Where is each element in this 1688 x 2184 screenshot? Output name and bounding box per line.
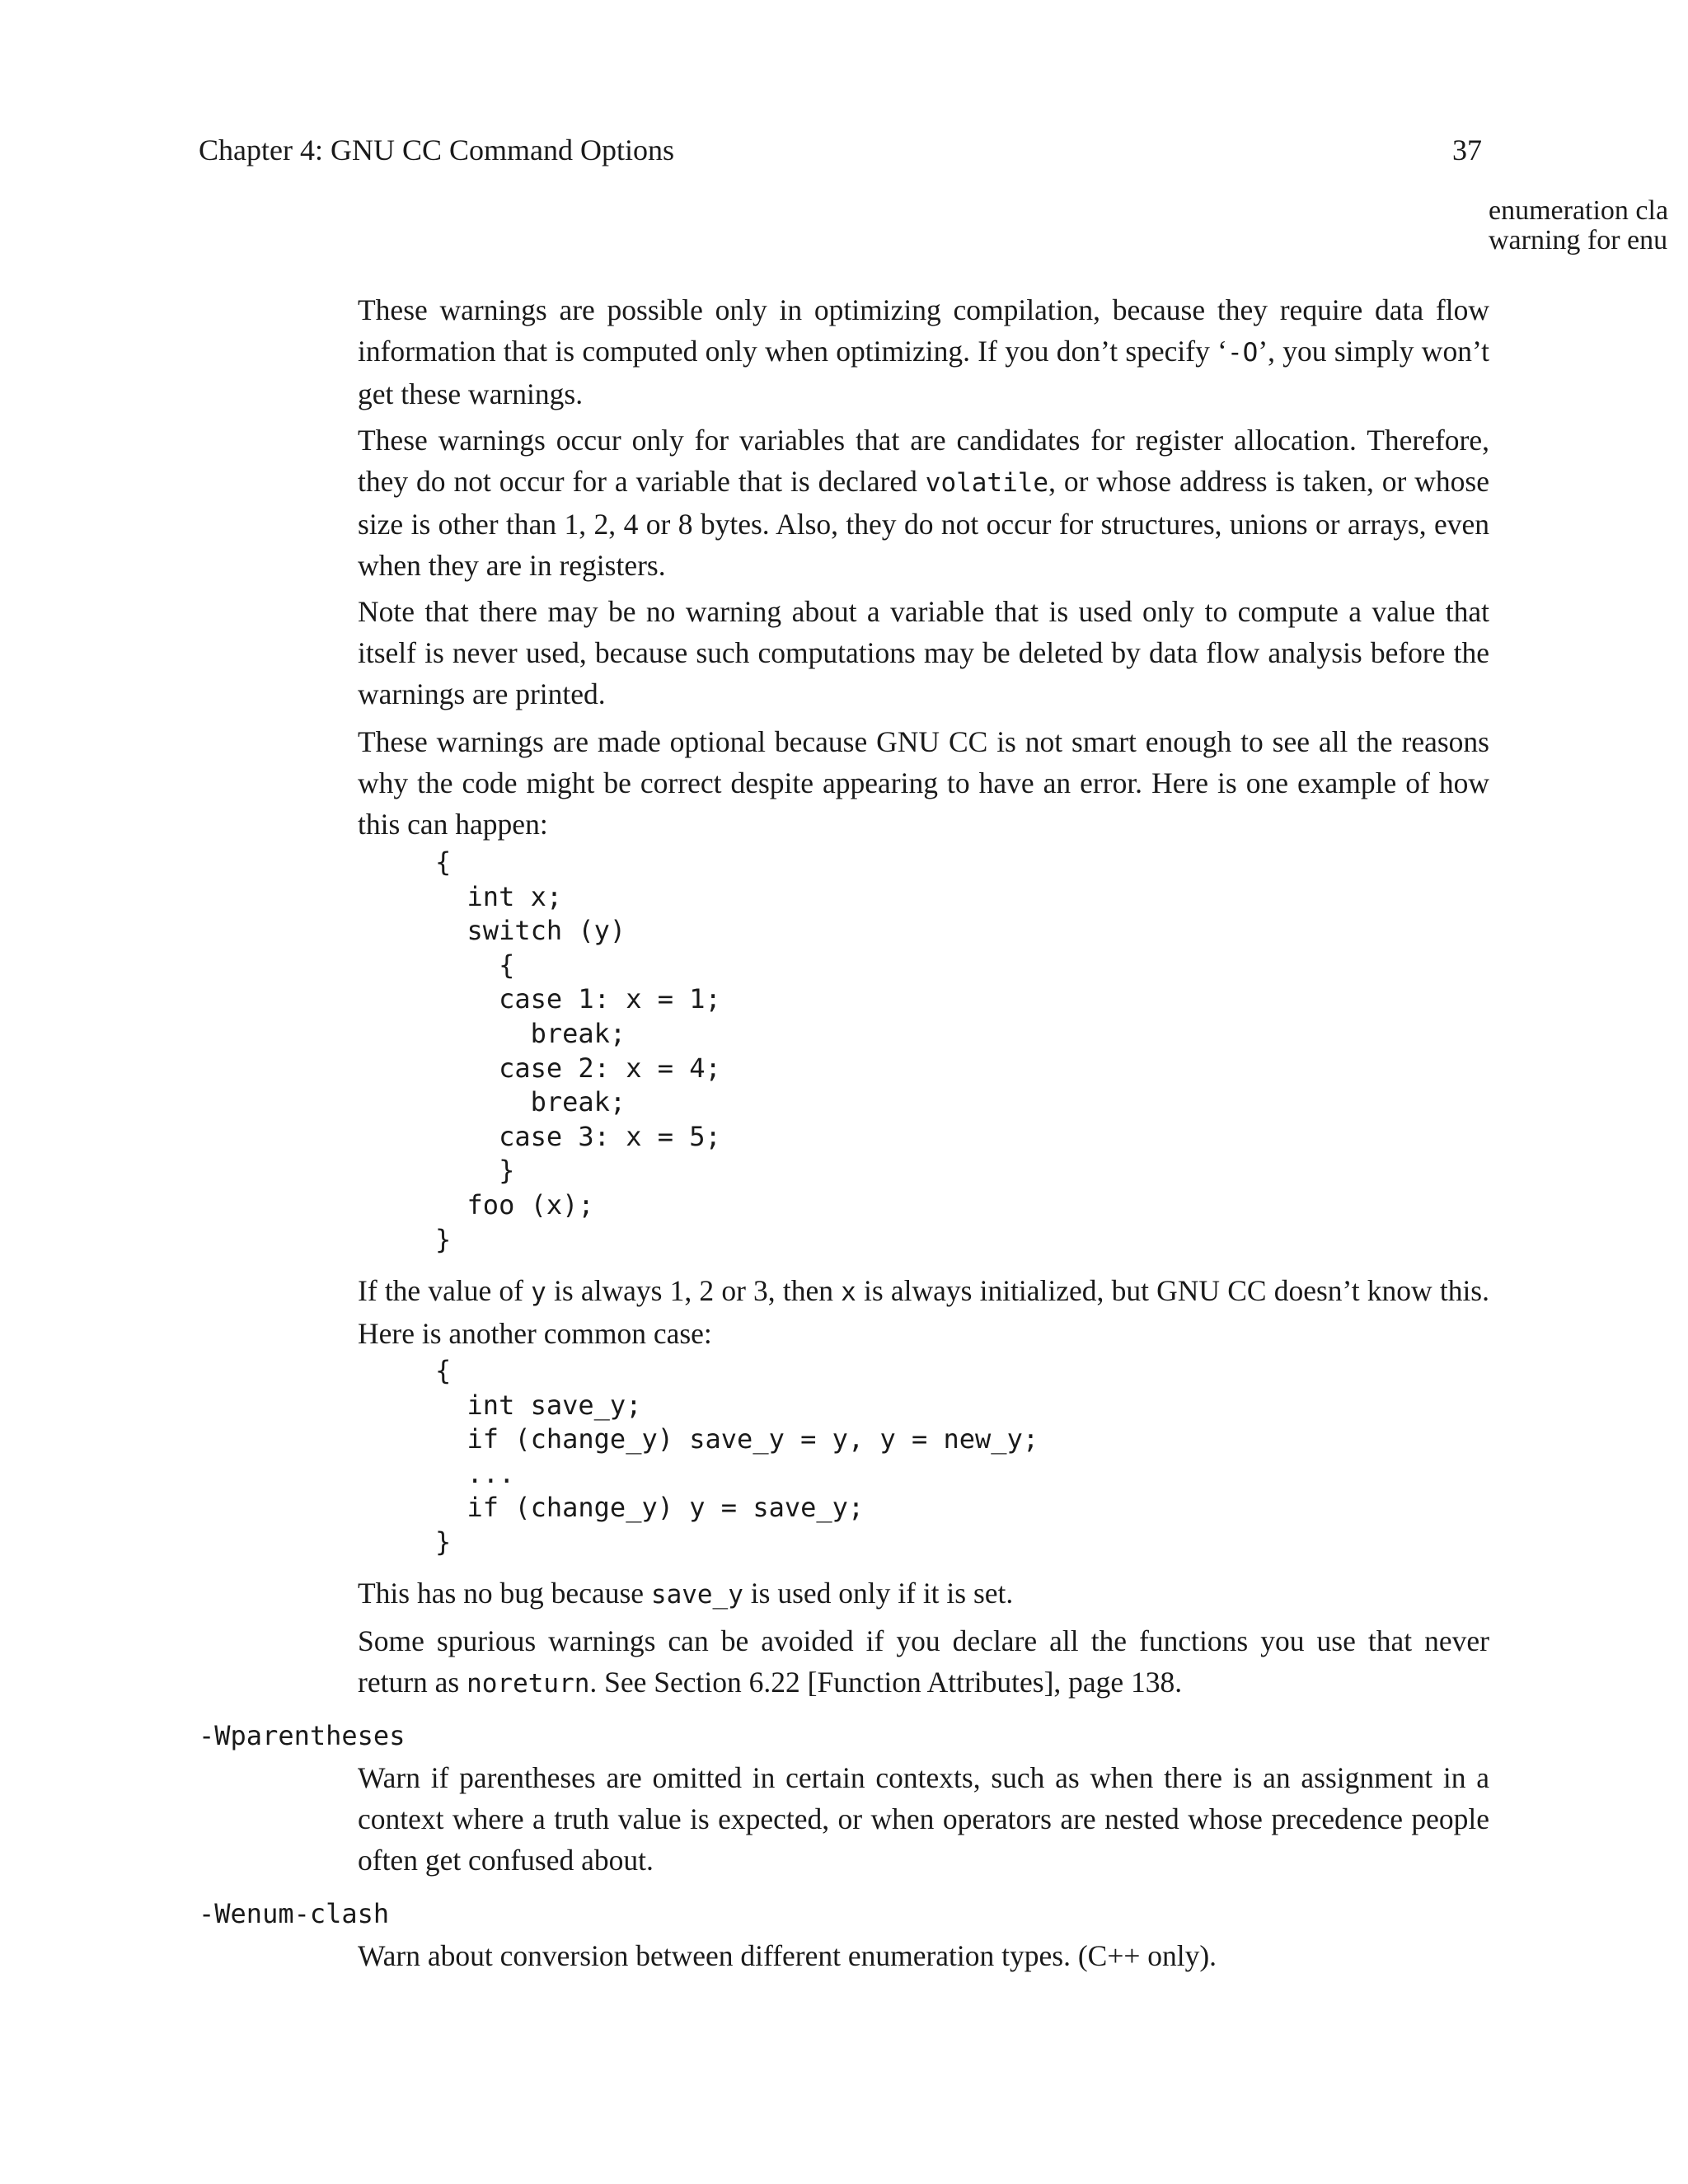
margin-note <box>1489 196 1668 255</box>
chapter-title: Chapter 4: GNU CC Command Options <box>199 134 674 166</box>
code-block-switch: { int x; switch (y) { case 1: x = 1; break; case 2: x = 4; break; case 3: x = 5; } foo (x); } <box>435 846 721 1255</box>
paragraph-initialized <box>358 1270 1489 1354</box>
text-span: . See Section 6.22 [Function Attributes], page 138. <box>589 1666 1183 1699</box>
text-span: These warnings occur only for variables that are candidates for register allocation. Therefore, they do not occur for a variable that is declared <box>358 424 1489 498</box>
option-term-wparentheses: -Wparentheses <box>199 1720 406 1751</box>
margin-note-line: warning for enu <box>1489 225 1668 255</box>
paragraph-noreturn <box>358 1620 1489 1704</box>
page-number: 37 <box>1452 134 1482 166</box>
code-inline: x <box>841 1277 856 1307</box>
code-inline: save_y <box>650 1580 743 1610</box>
text-span: is used only if it is set. <box>743 1577 1014 1610</box>
paragraph-data-flow: Note that there may be no warning about a variable that is used only to compute a value that itself is never used, because such computations may be deleted by data flow analysis before the warnings are printed. <box>358 595 1489 710</box>
text-span: , or whose address is taken, or whose size is other than 1, 2, 4 or 8 bytes. Also, they do not occur for structures, unions or arrays, even when they are in registers. <box>358 465 1489 582</box>
option-description-wparentheses: Warn if parentheses are omitted in certain contexts, such as when there is an assignment in a context where a truth value is expected, or when operators are nested whose precedence people often get confused about. <box>358 1761 1489 1877</box>
paragraph-register-allocation <box>358 419 1489 586</box>
code-inline: y <box>531 1277 546 1307</box>
text-span: ’, you simply won’t get these warnings. <box>358 335 1489 410</box>
text-span: This has no bug because <box>358 1577 651 1610</box>
text-span: is always 1, 2 or 3, then <box>546 1274 842 1307</box>
option-description-wenum-clash: Warn about conversion between different enumeration types. (C++ only). <box>358 1939 1217 1972</box>
code-inline: noreturn <box>467 1669 590 1699</box>
text-span: Some spurious warnings can be avoided if you declare all the functions you use that never return as <box>358 1624 1489 1699</box>
text-span: If the value of <box>358 1274 532 1307</box>
paragraph-optional: These warnings are made optional because GNU CC is not smart enough to see all the reasons why the code might be correct despite appearing to have an error. Here is one example of how this can happen: <box>358 725 1489 841</box>
margin-note-line: enumeration cla <box>1489 195 1669 226</box>
paragraph-optimizing <box>358 289 1489 415</box>
code-inline: -O <box>1226 338 1259 368</box>
text-span: These warnings are possible only in optimizing compilation, because they require data flow information that is computed only when optimizing. If you don’t specify ‘ <box>358 293 1489 368</box>
text-span: is always initialized, but GNU CC doesn’t know this. Here is another common case: <box>358 1274 1489 1350</box>
paragraph-no-bug <box>358 1572 1489 1615</box>
code-block-save-y: { int save_y; if (change_y) save_y = y, y = new_y; ... if (change_y) y = save_y; } <box>435 1355 1039 1558</box>
option-term-wenum-clash: -Wenum-clash <box>199 1898 390 1929</box>
code-inline: volatile <box>925 468 1049 498</box>
